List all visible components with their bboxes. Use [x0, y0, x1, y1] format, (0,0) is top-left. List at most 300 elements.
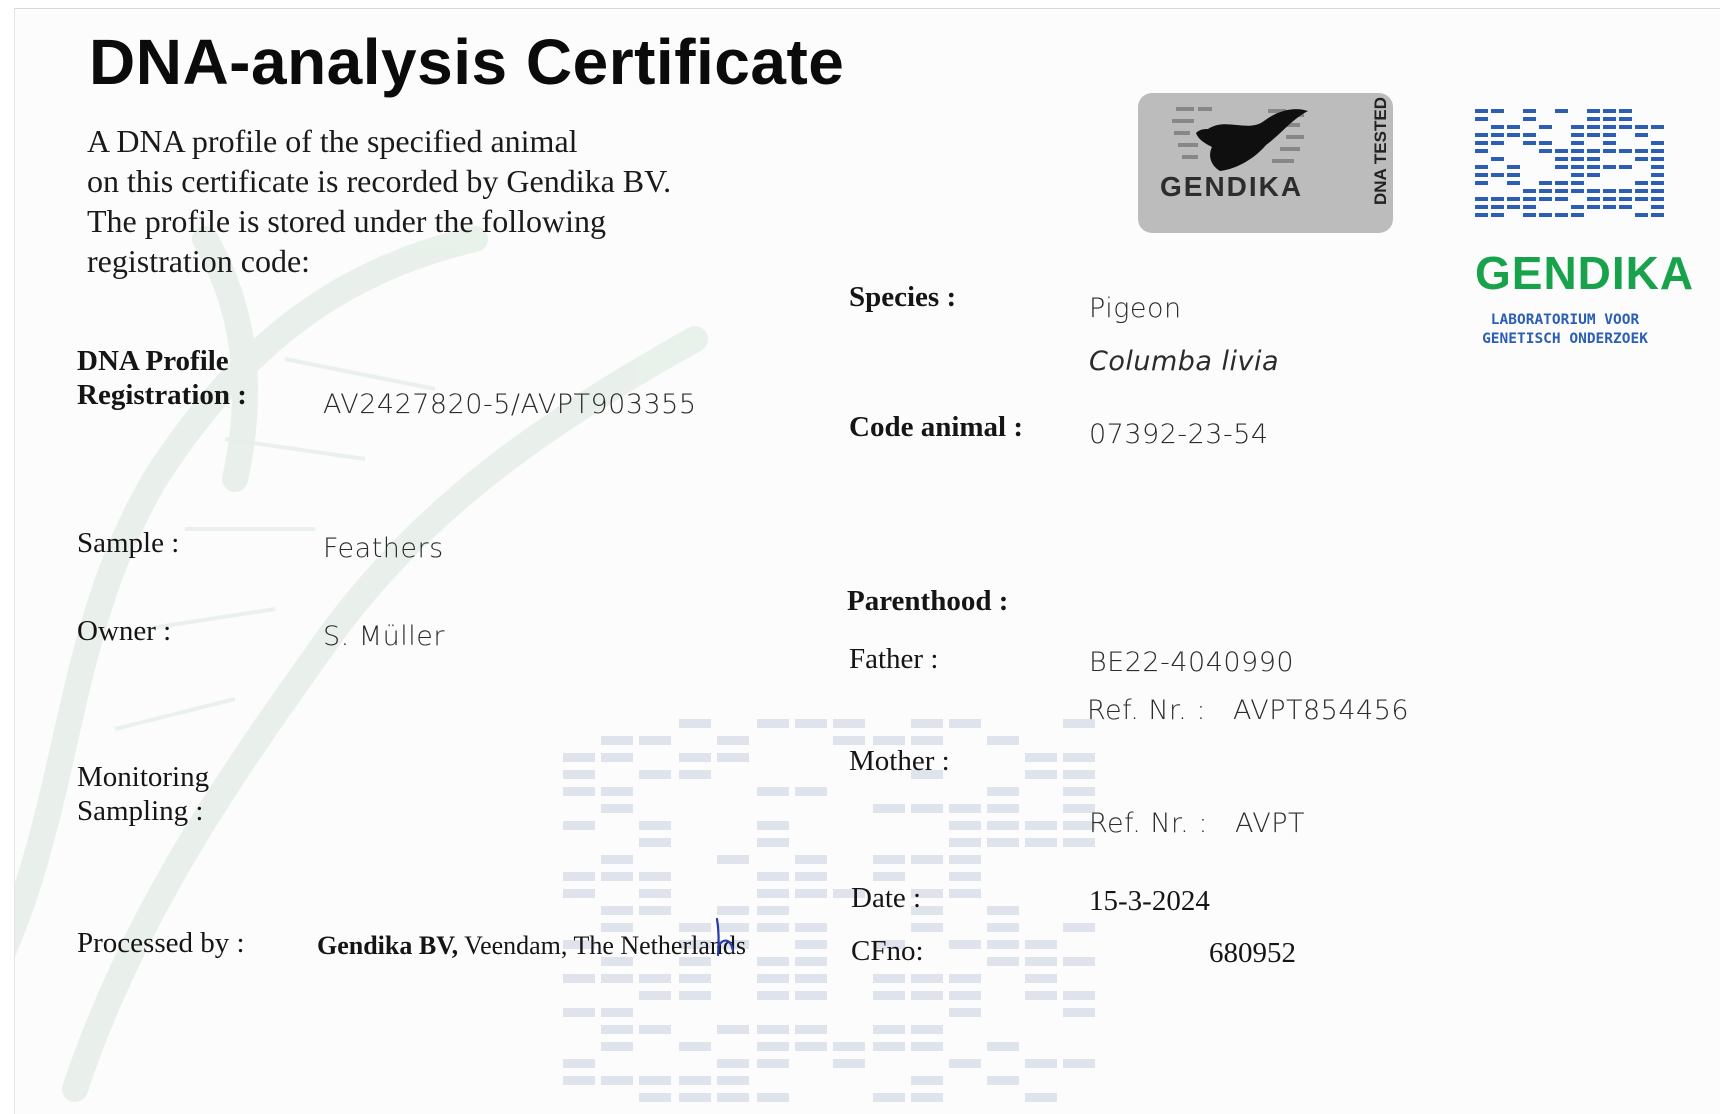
gel-band [1025, 1093, 1057, 1102]
gel-band [639, 906, 671, 915]
logo-band [1651, 205, 1664, 209]
gel-band [795, 719, 827, 728]
gel-band [639, 821, 671, 830]
sample-label: Sample : [77, 527, 180, 559]
gel-band [1025, 957, 1057, 966]
gel-band [639, 1093, 671, 1102]
logo-band [1523, 133, 1536, 137]
gel-band [949, 1059, 981, 1068]
logo-band [1571, 149, 1584, 153]
intro-text [87, 121, 671, 281]
gel-band [757, 991, 789, 1000]
cfno-value: 680952 [1209, 937, 1296, 969]
gel-band [911, 736, 943, 745]
logo-band [1507, 197, 1520, 201]
gel-band [1063, 838, 1095, 847]
logo-band [1507, 125, 1520, 129]
gel-band [873, 736, 905, 745]
logo-band [1507, 205, 1520, 209]
logo-subtitle-line: LABORATORIUM VOOR [1490, 312, 1640, 328]
intro-line: A DNA profile of the specified animal [87, 123, 578, 159]
gel-band [949, 1008, 981, 1017]
gel-band [987, 1042, 1019, 1051]
gel-band [1063, 753, 1095, 762]
logo-band [1651, 157, 1664, 161]
date-value: 15-3-2024 [1089, 885, 1210, 917]
owner-value: S. Müller [323, 621, 445, 652]
logo-band [1539, 181, 1552, 185]
logo-band [1555, 181, 1568, 185]
logo-band [1507, 165, 1520, 169]
logo-band [1571, 213, 1584, 217]
owner-label: Owner : [77, 615, 172, 647]
gel-band [1025, 753, 1057, 762]
logo-band [1475, 181, 1488, 185]
gel-band [717, 1059, 749, 1068]
processed-company: Gendika BV, [317, 931, 459, 960]
badge-word: GENDIKA [1160, 171, 1304, 202]
logo-band [1619, 109, 1632, 113]
gel-band [987, 906, 1019, 915]
logo-band [1491, 157, 1504, 161]
logo-band [1475, 205, 1488, 209]
gel-band [679, 1093, 711, 1102]
gel-band [757, 974, 789, 983]
gel-band [795, 923, 827, 932]
gel-band [949, 974, 981, 983]
gel-band [949, 719, 981, 728]
logo-band [1571, 165, 1584, 169]
logo-band [1571, 141, 1584, 145]
logo-band [1475, 165, 1488, 169]
gel-band [911, 1093, 943, 1102]
gel-band [795, 957, 827, 966]
gel-bands-watermark [563, 719, 1095, 1102]
species-common-value: Pigeon [1089, 293, 1182, 324]
logo-band [1587, 117, 1600, 121]
father-label: Father : [849, 643, 939, 675]
badge-vertical-label: DNA TESTED [1371, 97, 1390, 205]
gel-band [795, 889, 827, 898]
gel-band [679, 974, 711, 983]
gel-band [601, 1042, 633, 1051]
gel-band [717, 1093, 749, 1102]
gel-band [563, 872, 595, 881]
logo-band [1651, 173, 1664, 177]
gel-band [757, 957, 789, 966]
logo-band [1603, 109, 1616, 113]
logo-band [1635, 149, 1648, 153]
logo-band [1651, 149, 1664, 153]
logo-band [1475, 149, 1488, 153]
gel-band [1025, 770, 1057, 779]
logo-band [1523, 141, 1536, 145]
gel-band [987, 821, 1019, 830]
logo-band [1539, 149, 1552, 153]
gel-band [987, 1076, 1019, 1085]
intro-line: The profile is stored under the following [87, 203, 606, 239]
gel-band [873, 1025, 905, 1034]
logo-band [1523, 117, 1536, 121]
gel-band [717, 906, 749, 915]
logo-band [1491, 141, 1504, 145]
logo-band [1651, 141, 1664, 145]
gendika-logo-icon [1475, 109, 1675, 231]
logo-band [1619, 149, 1632, 153]
logo-band [1651, 197, 1664, 201]
logo-band [1555, 149, 1568, 153]
gel-band [563, 974, 595, 983]
logo-band [1491, 109, 1504, 113]
gel-band [795, 872, 827, 881]
logo-band [1587, 205, 1600, 209]
registration-label: DNA Profile [77, 345, 229, 377]
gel-band [987, 940, 1019, 949]
sample-value: Feathers [323, 533, 444, 564]
processed-value [317, 931, 746, 961]
logo-band [1475, 109, 1488, 113]
gel-band [911, 855, 943, 864]
gel-band [563, 1076, 595, 1085]
gel-band [639, 736, 671, 745]
logo-band [1475, 117, 1488, 121]
logo-band [1603, 165, 1616, 169]
logo-band [1507, 133, 1520, 137]
gel-band [1063, 1008, 1095, 1017]
mother-ref-label: Ref. Nr. : [1089, 808, 1208, 839]
logo-band [1635, 197, 1648, 201]
logo-band [1571, 181, 1584, 185]
species-latin-value: Columba livia [1089, 346, 1280, 377]
logo-band [1635, 133, 1648, 137]
logo-word: GENDIKA [1475, 247, 1695, 299]
gel-band [679, 1042, 711, 1051]
logo-band [1475, 133, 1488, 137]
monitoring-label: Sampling : [77, 795, 204, 827]
gel-band [987, 736, 1019, 745]
gel-band [757, 821, 789, 830]
processed-label: Processed by : [77, 927, 245, 959]
date-label: Date : [851, 882, 922, 914]
logo-band [1491, 213, 1504, 217]
monitoring-label: Monitoring [77, 761, 210, 793]
logo-band [1603, 133, 1616, 137]
logo-band [1571, 125, 1584, 129]
logo-band [1523, 197, 1536, 201]
gel-band [795, 787, 827, 796]
logo-band [1619, 125, 1632, 129]
gel-band [601, 736, 633, 745]
registration-label: Registration : [77, 379, 247, 411]
gel-band [601, 787, 633, 796]
gel-band [795, 991, 827, 1000]
gel-band [601, 1025, 633, 1034]
gel-band [563, 753, 595, 762]
gel-band [911, 974, 943, 983]
logo-band [1507, 173, 1520, 177]
dna-tested-badge [1138, 93, 1393, 233]
gel-band [949, 855, 981, 864]
gel-band [987, 923, 1019, 932]
mother-label: Mother : [849, 745, 950, 777]
logo-band [1603, 125, 1616, 129]
logo-band [1523, 109, 1536, 113]
gel-band [873, 804, 905, 813]
gel-band [795, 1025, 827, 1034]
logo-band [1587, 189, 1600, 193]
gel-band [639, 889, 671, 898]
logo-band [1523, 205, 1536, 209]
logo-band [1539, 189, 1552, 193]
logo-band [1555, 213, 1568, 217]
logo-band [1587, 109, 1600, 113]
logo-band [1635, 189, 1648, 193]
mother-ref-value: AVPT [1235, 808, 1305, 839]
gel-band [873, 872, 905, 881]
certificate-sheet [14, 8, 1720, 1114]
gel-band [601, 855, 633, 864]
logo-band [1571, 133, 1584, 137]
logo-band [1603, 149, 1616, 153]
gel-band [911, 719, 943, 728]
logo-band [1603, 197, 1616, 201]
logo-band [1539, 125, 1552, 129]
gel-band [679, 753, 711, 762]
gel-band [601, 804, 633, 813]
cfno-label: CFno: [851, 935, 924, 967]
logo-band [1651, 189, 1664, 193]
logo-band [1491, 125, 1504, 129]
gel-band [679, 1076, 711, 1085]
gel-band [601, 872, 633, 881]
gel-band [679, 719, 711, 728]
gel-band [757, 1093, 789, 1102]
gel-band [639, 1076, 671, 1085]
gel-band [757, 719, 789, 728]
father-value: BE22-4040990 [1089, 647, 1295, 678]
gel-band [601, 906, 633, 915]
code-animal-label: Code animal : [849, 411, 1023, 443]
gel-band [563, 1008, 595, 1017]
gel-band [987, 787, 1019, 796]
pigeon-icon [1168, 99, 1318, 181]
gel-band [757, 872, 789, 881]
gel-band [679, 991, 711, 1000]
logo-band [1587, 165, 1600, 169]
logo-band [1619, 117, 1632, 121]
gel-band [1063, 991, 1095, 1000]
gel-band [1063, 770, 1095, 779]
gel-band [949, 889, 981, 898]
intro-line: registration code: [87, 243, 311, 279]
gel-band [639, 872, 671, 881]
logo-band [1635, 181, 1648, 185]
logo-band [1619, 205, 1632, 209]
gel-band [757, 923, 789, 932]
gel-band [873, 991, 905, 1000]
gel-band [1063, 1059, 1095, 1068]
logo-band [1587, 197, 1600, 201]
logo-band [1475, 141, 1488, 145]
gel-band [1025, 940, 1057, 949]
intro-line: on this certificate is recorded by Gendika BV. [87, 163, 672, 199]
gel-band [757, 889, 789, 898]
gel-band [757, 838, 789, 847]
logo-band [1555, 157, 1568, 161]
gel-band [949, 821, 981, 830]
logo-band [1507, 181, 1520, 185]
logo-band [1603, 205, 1616, 209]
gel-band [563, 821, 595, 830]
gel-band [987, 804, 1019, 813]
gel-band [563, 770, 595, 779]
logo-band [1523, 189, 1536, 193]
logo-band [1475, 213, 1488, 217]
gel-band [1025, 974, 1057, 983]
gel-band [795, 1042, 827, 1051]
logo-band [1555, 109, 1568, 113]
logo-band [1555, 197, 1568, 201]
gel-band [717, 736, 749, 745]
processed-location: Veendam, The Netherlands [458, 931, 746, 960]
logo-band [1587, 149, 1600, 153]
logo-band [1619, 165, 1632, 169]
signature-mark [707, 917, 747, 961]
gel-band [757, 1042, 789, 1051]
gel-band [639, 991, 671, 1000]
gel-band [949, 838, 981, 847]
logo-band [1651, 125, 1664, 129]
gel-band [563, 889, 595, 898]
gel-band [1025, 838, 1057, 847]
logo-band [1539, 213, 1552, 217]
logo-band [1651, 181, 1664, 185]
logo-band [1587, 173, 1600, 177]
gel-band [639, 974, 671, 983]
logo-band [1619, 197, 1632, 201]
gel-band [757, 1059, 789, 1068]
gel-band [949, 991, 981, 1000]
logo-band [1555, 189, 1568, 193]
gel-band [795, 855, 827, 864]
gel-band [1025, 991, 1057, 1000]
logo-band [1555, 165, 1568, 169]
logo-band [1491, 197, 1504, 201]
logo-band [1635, 213, 1648, 217]
gel-band [873, 1093, 905, 1102]
gel-band [873, 974, 905, 983]
gel-band [873, 1042, 905, 1051]
logo-band [1651, 165, 1664, 169]
gel-band [1063, 787, 1095, 796]
logo-band [1571, 173, 1584, 177]
gel-band [911, 1042, 943, 1051]
gel-band [949, 872, 981, 881]
gel-band [717, 1025, 749, 1034]
gel-band [639, 1025, 671, 1034]
gel-band [949, 940, 981, 949]
gel-band [911, 1025, 943, 1034]
gel-band [1063, 957, 1095, 966]
logo-band [1539, 197, 1552, 201]
logo-band [1603, 117, 1616, 121]
gel-band [757, 906, 789, 915]
father-ref-label: Ref. Nr. : [1087, 695, 1206, 726]
logo-band [1475, 173, 1488, 177]
gel-band [717, 1076, 749, 1085]
logo-band [1571, 205, 1584, 209]
gel-band [601, 1076, 633, 1085]
gel-band [1063, 923, 1095, 932]
gel-band [833, 1059, 865, 1068]
logo-band [1651, 213, 1664, 217]
gel-band [987, 957, 1019, 966]
father-ref-value: AVPT854456 [1233, 695, 1410, 726]
gel-band [601, 1008, 633, 1017]
logo-band [1523, 213, 1536, 217]
gel-band [757, 1025, 789, 1034]
gel-band [757, 787, 789, 796]
gel-band [873, 855, 905, 864]
logo-band [1491, 173, 1504, 177]
gel-band [795, 940, 827, 949]
logo-band [1587, 133, 1600, 137]
gel-band [717, 855, 749, 864]
gel-band [563, 1059, 595, 1068]
logo-band [1603, 141, 1616, 145]
gel-band [639, 770, 671, 779]
logo-band [1571, 157, 1584, 161]
logo-band [1603, 189, 1616, 193]
gel-band [833, 719, 865, 728]
gel-band [717, 753, 749, 762]
gel-band [911, 923, 943, 932]
logo-band [1491, 133, 1504, 137]
species-label: Species : [849, 281, 957, 313]
logo-band [1635, 125, 1648, 129]
logo-band [1635, 157, 1648, 161]
gel-band [987, 838, 1019, 847]
gel-band [1025, 1059, 1057, 1068]
logo-band [1619, 189, 1632, 193]
gel-band [795, 974, 827, 983]
logo-band [1539, 141, 1552, 145]
logo-band [1587, 157, 1600, 161]
gel-band [949, 804, 981, 813]
logo-band [1571, 189, 1584, 193]
gel-band [601, 974, 633, 983]
logo-subtitle-line: GENETISCH ONDERZOEK [1482, 331, 1648, 347]
gel-band [911, 1076, 943, 1085]
logo-subtitle [1462, 311, 1668, 349]
gel-band [911, 804, 943, 813]
code-animal-value: 07392-23-54 [1089, 419, 1269, 450]
gel-band [911, 991, 943, 1000]
logo-band [1475, 197, 1488, 201]
gel-band [1025, 821, 1057, 830]
logo-band [1587, 125, 1600, 129]
gel-band [601, 753, 633, 762]
gel-band [833, 1042, 865, 1051]
gel-band [833, 736, 865, 745]
logo-band [1491, 205, 1504, 209]
registration-value: AV2427820-5/AVPT903355 [323, 389, 697, 420]
gel-band [679, 770, 711, 779]
gel-band [563, 787, 595, 796]
parenthood-label: Parenthood : [847, 585, 1009, 617]
certificate-title: DNA-analysis Certificate [89, 26, 845, 98]
gel-band [639, 838, 671, 847]
